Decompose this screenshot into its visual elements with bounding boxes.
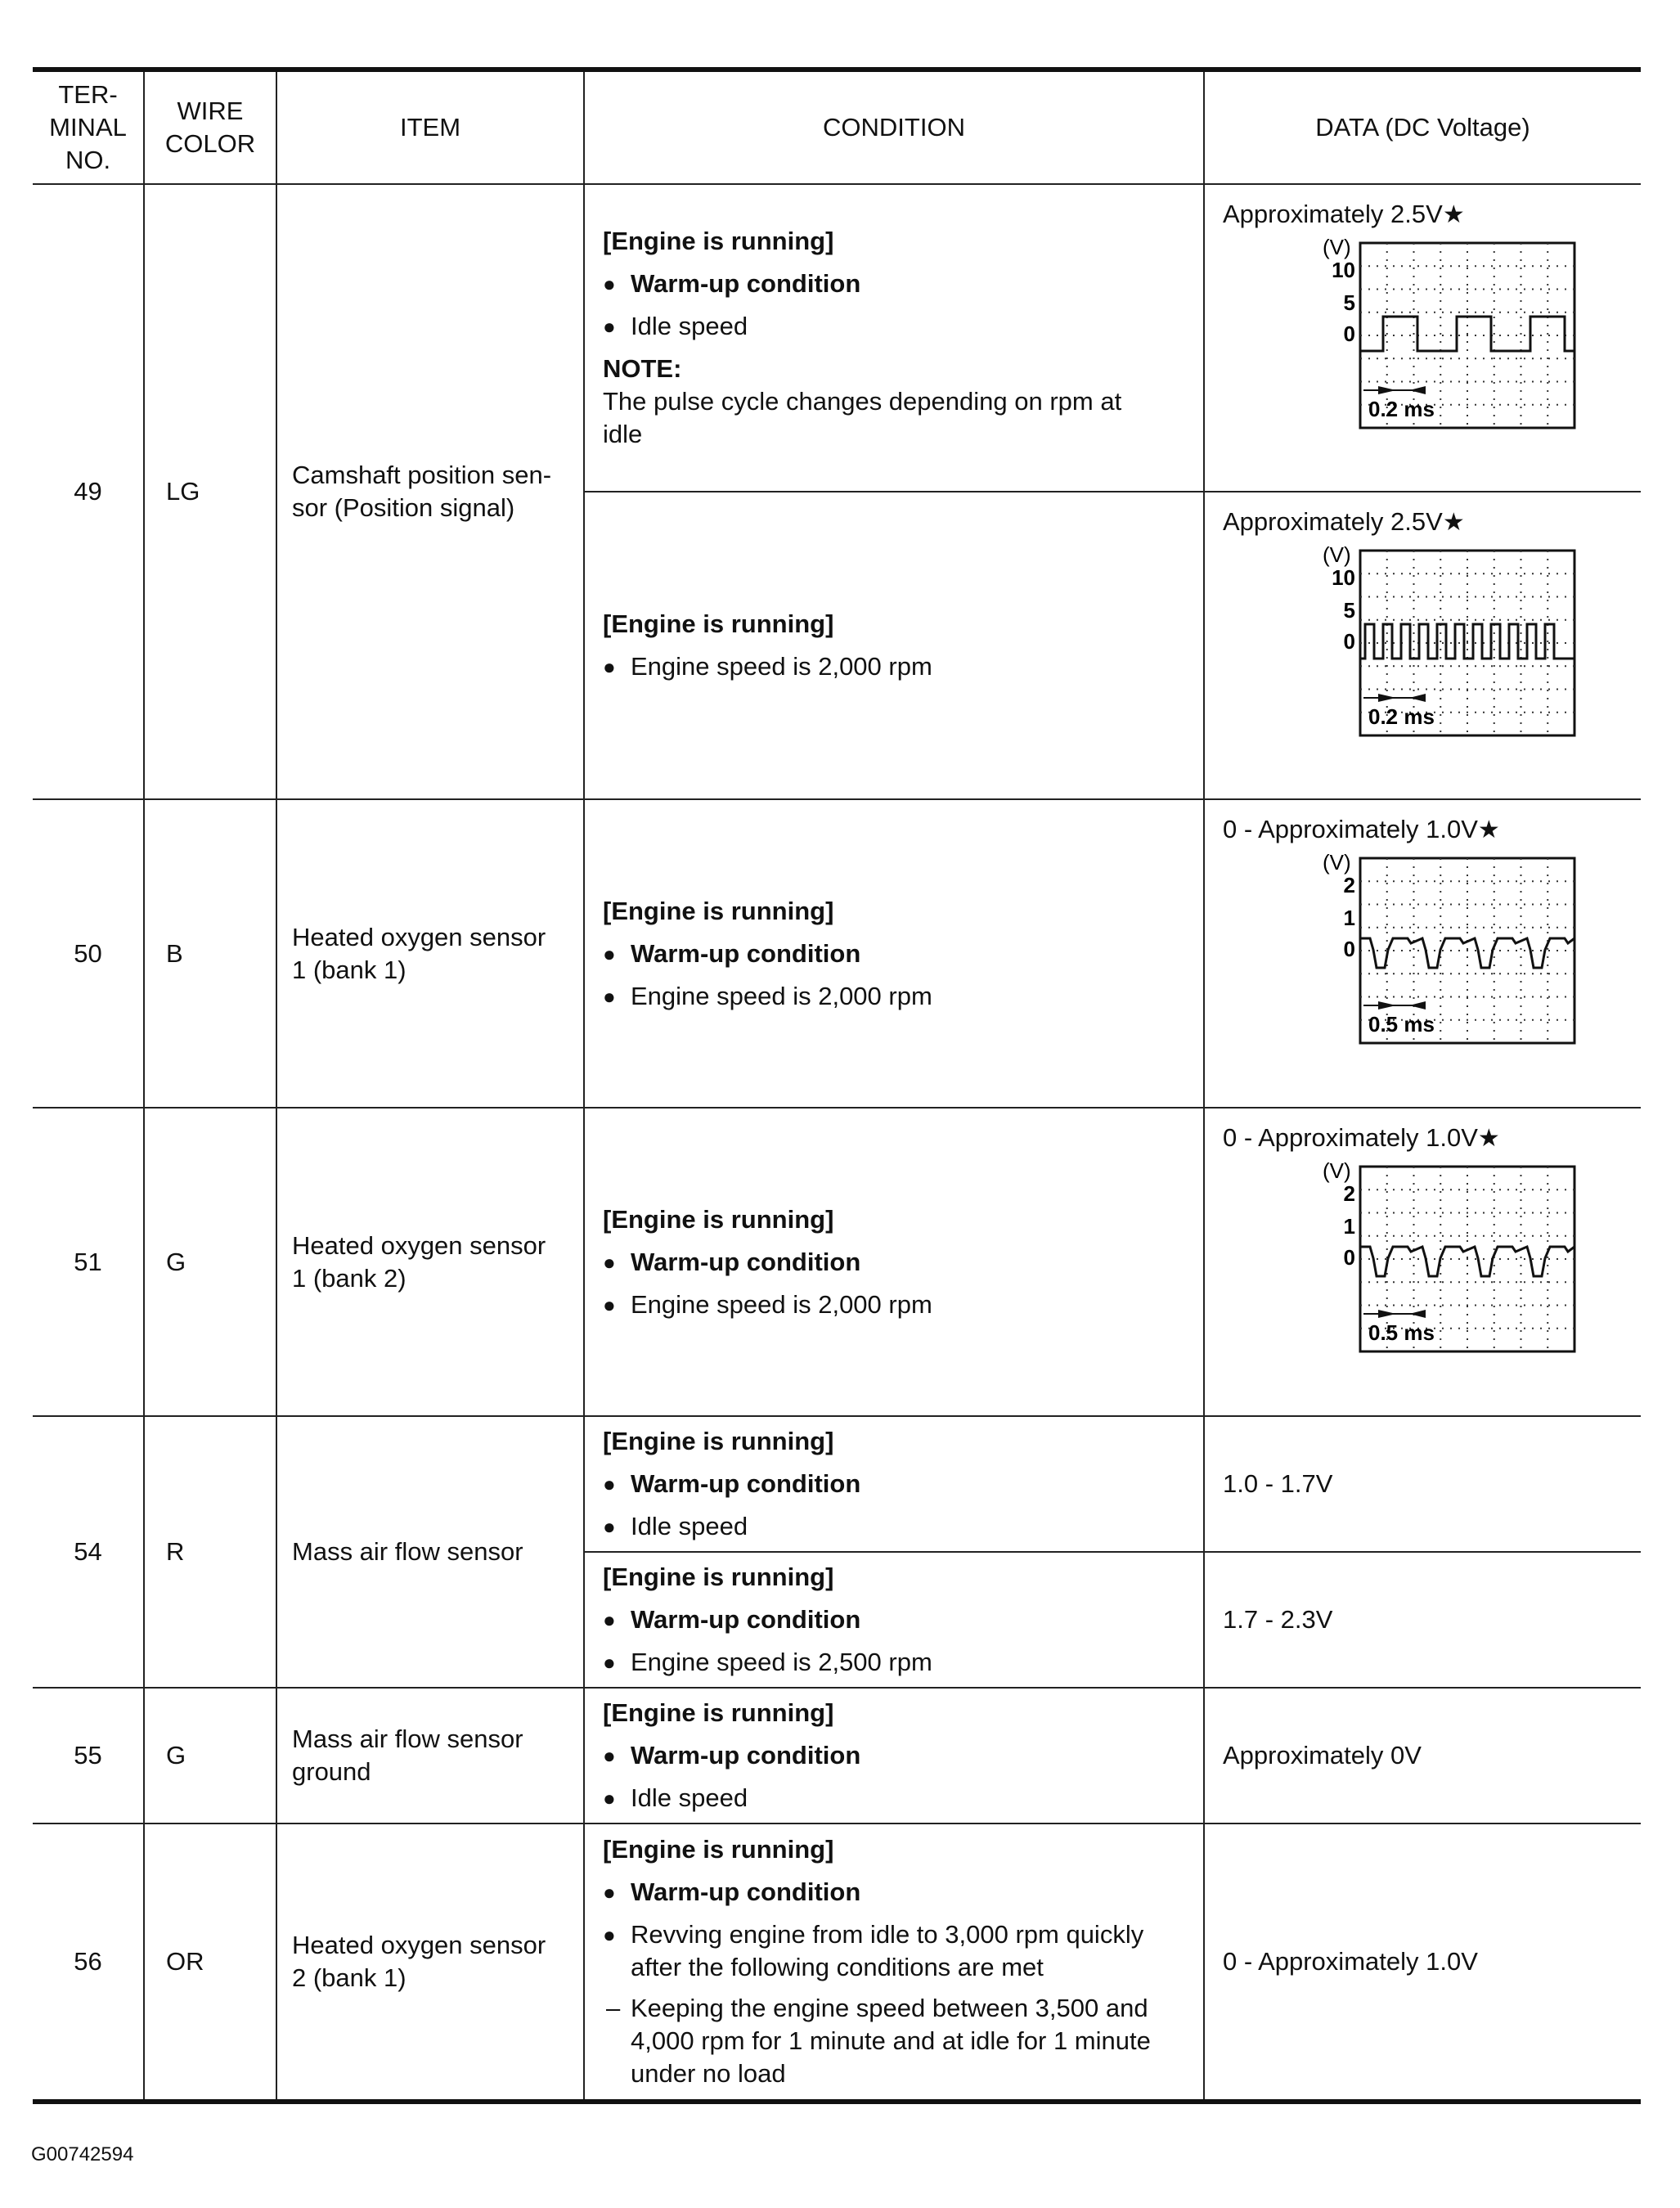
item-line: 2 (bank 1) (292, 1963, 407, 1992)
table-row (33, 1688, 1641, 1824)
star-icon: ★ (1442, 201, 1465, 228)
header-wire-line2: COLOR (164, 129, 256, 158)
condition-bullet: ● Warm-up condition (603, 268, 1188, 300)
item-line: Mass air flow sensor (292, 1725, 523, 1753)
item-line: sor (Position signal) (292, 493, 515, 522)
condition-head: [Engine is running] (603, 1698, 834, 1727)
condition-dash-cont: 4,000 rpm for 1 minute and at idle for 1 minute (631, 2026, 1151, 2055)
star-icon: ★ (1477, 1125, 1500, 1152)
note-label: NOTE: (603, 354, 682, 383)
item-cell (276, 1416, 584, 1688)
arrow-head (1378, 694, 1396, 702)
oscilloscope-chart (1309, 853, 1579, 1050)
data-cell: 0 - Approximately 1.0V (1204, 1824, 1641, 2102)
condition-head: [Engine is running] (603, 227, 834, 255)
table-row (33, 799, 1641, 1108)
header-terminal-line3: NO. (65, 146, 111, 174)
data-cell (1204, 799, 1641, 1108)
wire-color: OR (144, 1824, 276, 2102)
data-value: 0 - Approximately 1.0V (1223, 1123, 1478, 1152)
item-line: Heated oxygen sensor (292, 1931, 546, 1959)
condition-dash: – Keeping the engine speed between 3,500 and (603, 1992, 1188, 2025)
condition-bullet: ● Warm-up condition (603, 1603, 1188, 1636)
condition-bullet: ● Engine speed is 2,000 rpm (603, 1288, 1188, 1321)
star-icon: ★ (1477, 816, 1500, 843)
data-cell (1204, 1108, 1641, 1416)
wire-color: G (144, 1688, 276, 1824)
header-condition: CONDITION (584, 70, 1204, 184)
item-cell (276, 799, 584, 1108)
note-line: The pulse cycle changes depending on rpm at (603, 387, 1122, 416)
scope-waveform (1360, 1247, 1574, 1276)
item-cell (276, 1688, 584, 1824)
condition-head: [Engine is running] (603, 1427, 834, 1455)
scope-time-div: 0.5 ms (1368, 1320, 1435, 1345)
data-value: Approximately 2.5V (1223, 200, 1443, 228)
scope-y-tick: 0 (1343, 937, 1355, 961)
data-cell (1204, 492, 1641, 799)
condition-cell (584, 1108, 1204, 1416)
header-item: ITEM (276, 70, 584, 184)
header-terminal-line2: MINAL (49, 113, 127, 142)
condition-bullet-cont: after the following conditions are met (631, 1953, 1044, 1981)
condition-cell (584, 799, 1204, 1108)
scope-y-tick: 0 (1343, 1245, 1355, 1270)
data-cell (1204, 184, 1641, 492)
arrow-head (1409, 1310, 1426, 1318)
oscilloscope-chart (1309, 546, 1579, 742)
condition-cell (584, 184, 1204, 492)
data-value: 0 - Approximately 1.0V (1223, 815, 1478, 843)
table-row (33, 1824, 1641, 2102)
condition-bullet: ● Warm-up condition (603, 1876, 1188, 1909)
scope-waveform (1360, 938, 1574, 968)
condition-bullet: ● Warm-up condition (603, 1468, 1188, 1500)
condition-cell (584, 1824, 1204, 2102)
data-cell: 1.0 - 1.7V (1204, 1416, 1641, 1552)
scope-y-tick: 2 (1343, 1181, 1355, 1206)
scope-y-unit: (V) (1323, 546, 1351, 567)
header-terminal-line1: TER- (58, 80, 118, 109)
condition-head: [Engine is running] (603, 1204, 834, 1234)
terminal-no: 50 (33, 799, 144, 1108)
scope-y-tick: 10 (1332, 258, 1355, 282)
condition-cell (584, 1688, 1204, 1824)
figure-code: G00742594 (31, 2143, 134, 2165)
scope-y-unit: (V) (1323, 238, 1351, 259)
condition-bullet: ● Engine speed is 2,500 rpm (603, 1646, 1188, 1679)
arrow-head (1378, 1310, 1396, 1318)
terminal-no: 49 (33, 184, 144, 799)
table-row (33, 1108, 1641, 1416)
item-cell (276, 1824, 584, 2102)
wire-color: R (144, 1416, 276, 1688)
arrow-head (1378, 1001, 1396, 1010)
condition-bullet: ● Revving engine from idle to 3,000 rpm quickly (603, 1918, 1188, 1951)
condition-head: [Engine is running] (603, 1563, 834, 1591)
wire-color: LG (144, 184, 276, 799)
terminal-no: 54 (33, 1416, 144, 1688)
terminal-data-table (33, 67, 1641, 2104)
condition-bullet: ● Idle speed (603, 310, 1188, 343)
terminal-no: 55 (33, 1688, 144, 1824)
arrow-head (1409, 1001, 1426, 1010)
scope-y-unit: (V) (1323, 853, 1351, 875)
scope-y-tick: 2 (1343, 873, 1355, 897)
data-cell: Approximately 0V (1204, 1688, 1641, 1824)
header-terminal (33, 70, 144, 184)
oscilloscope-chart (1309, 1162, 1579, 1358)
item-cell (276, 1108, 584, 1416)
condition-bullet: ● Engine speed is 2,000 rpm (603, 980, 1188, 1013)
item-line: Mass air flow sensor (292, 1537, 523, 1566)
terminal-no: 56 (33, 1824, 144, 2102)
header-wire-line1: WIRE (177, 97, 244, 125)
scope-time-div: 0.2 ms (1368, 704, 1435, 729)
item-line: 1 (bank 2) (292, 1263, 407, 1293)
item-line: Camshaft position sen- (292, 461, 552, 489)
data-value: Approximately 2.5V (1223, 507, 1443, 536)
note-line: idle (603, 420, 643, 448)
wire-color: G (144, 1108, 276, 1416)
header-row (33, 70, 1641, 184)
condition-dash-cont: under no load (631, 2059, 786, 2088)
condition-bullet: ● Engine speed is 2,000 rpm (603, 650, 1188, 683)
condition-head: [Engine is running] (603, 1835, 834, 1864)
scope-y-tick: 5 (1343, 598, 1355, 623)
condition-bullet: ● Warm-up condition (603, 1739, 1188, 1772)
condition-head: [Engine is running] (603, 609, 834, 638)
item-line: Heated oxygen sensor (292, 1230, 546, 1260)
header-data: DATA (DC Voltage) (1204, 70, 1641, 184)
scope-y-tick: 1 (1343, 1214, 1355, 1239)
scope-y-tick: 0 (1343, 322, 1355, 346)
arrow-head (1378, 386, 1396, 394)
item-line: 1 (bank 1) (292, 955, 407, 984)
scope-y-tick: 10 (1332, 565, 1355, 590)
condition-cell (584, 492, 1204, 799)
arrow-head (1409, 694, 1426, 702)
condition-bullet: ● Warm-up condition (603, 938, 1188, 970)
condition-bullet: ● Warm-up condition (603, 1246, 1188, 1279)
table-row (33, 184, 1641, 492)
oscilloscope-chart (1309, 238, 1579, 434)
condition-bullet: ● Idle speed (603, 1510, 1188, 1543)
condition-bullet: ● Idle speed (603, 1782, 1188, 1815)
condition-cell (584, 1552, 1204, 1688)
item-line: Heated oxygen sensor (292, 922, 546, 951)
star-icon: ★ (1442, 509, 1465, 536)
scope-time-div: 0.5 ms (1368, 1012, 1435, 1037)
condition-head: [Engine is running] (603, 896, 834, 925)
condition-cell (584, 1416, 1204, 1552)
scope-y-tick: 0 (1343, 629, 1355, 654)
terminal-no: 51 (33, 1108, 144, 1416)
scope-y-tick: 1 (1343, 906, 1355, 930)
scope-y-tick: 5 (1343, 290, 1355, 315)
table-row (33, 1416, 1641, 1552)
scope-time-div: 0.2 ms (1368, 397, 1435, 421)
header-wire (144, 70, 276, 184)
scope-y-unit: (V) (1323, 1162, 1351, 1183)
arrow-head (1409, 386, 1426, 394)
wire-color: B (144, 799, 276, 1108)
item-cell (276, 184, 584, 799)
data-cell: 1.7 - 2.3V (1204, 1552, 1641, 1688)
item-line: ground (292, 1757, 371, 1786)
